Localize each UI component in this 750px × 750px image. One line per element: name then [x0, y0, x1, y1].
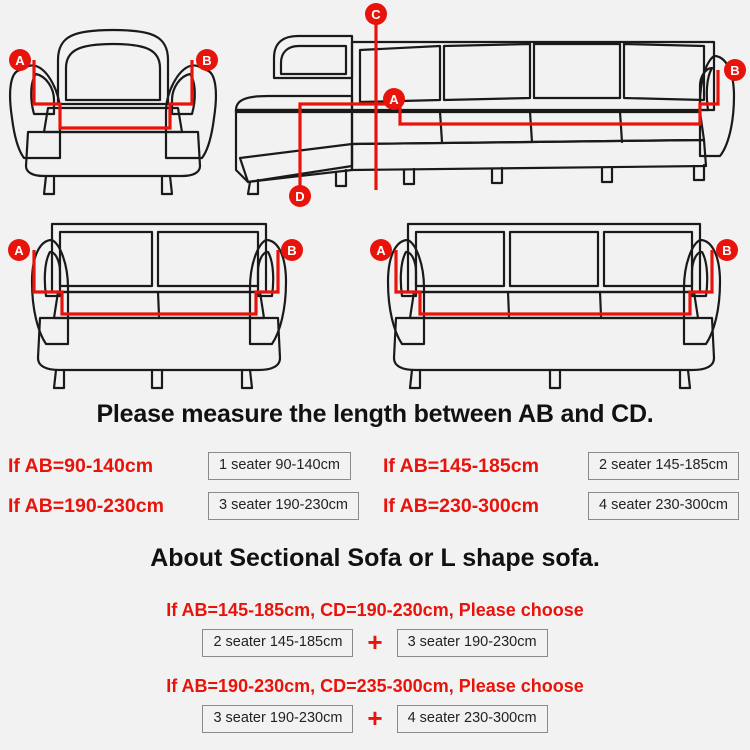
size-option-4-seater: [375, 492, 750, 520]
size-option-1-seater: [0, 452, 375, 480]
size-chip[interactable]: 2 seater 145-185cm: [202, 629, 353, 657]
size-row: [0, 446, 750, 486]
combo-row: [0, 702, 750, 733]
svg-text:B: B: [202, 53, 212, 68]
sectional-combo-1: [0, 600, 750, 657]
size-chip[interactable]: 3 seater 190-230cm: [208, 492, 359, 520]
size-chip[interactable]: 4 seater 230-300cm: [397, 705, 548, 733]
sectional-title: About Sectional Sofa or L shape sofa.: [150, 544, 600, 572]
svg-text:A: A: [389, 92, 399, 107]
combo-row: [0, 626, 750, 657]
svg-text:B: B: [730, 63, 740, 78]
svg-text:B: B: [287, 243, 297, 258]
condition-label: If AB=145-185cm: [383, 454, 539, 477]
size-chip[interactable]: 4 seater 230-300cm: [588, 492, 739, 520]
size-chip[interactable]: 2 seater 145-185cm: [588, 452, 739, 480]
sectional-combo-2: [0, 676, 750, 733]
plus-icon: +: [367, 702, 383, 733]
svg-text:A: A: [14, 243, 24, 258]
plus-icon: +: [367, 626, 383, 657]
size-row: [0, 486, 750, 526]
size-chip[interactable]: 1 seater 90-140cm: [208, 452, 351, 480]
page-title: Please measure the length between AB and CD.: [96, 400, 654, 428]
size-chip[interactable]: 3 seater 190-230cm: [397, 629, 548, 657]
sectional-condition: If AB=190-230cm, CD=235-300cm, Please choose: [166, 676, 584, 696]
condition-label: If AB=230-300cm: [383, 494, 539, 517]
svg-text:A: A: [15, 53, 25, 68]
svg-text:D: D: [295, 189, 305, 204]
size-chip[interactable]: 3 seater 190-230cm: [202, 705, 353, 733]
size-option-3-seater: [0, 492, 375, 520]
condition-label: If AB=190-230cm: [8, 494, 164, 517]
sectional-condition: If AB=145-185cm, CD=190-230cm, Please choose: [166, 600, 584, 620]
svg-text:B: B: [722, 243, 732, 258]
size-chart: [0, 446, 750, 526]
condition-label: If AB=90-140cm: [8, 454, 154, 477]
size-option-2-seater: [375, 452, 750, 480]
svg-text:C: C: [371, 7, 381, 22]
svg-text:A: A: [376, 243, 386, 258]
